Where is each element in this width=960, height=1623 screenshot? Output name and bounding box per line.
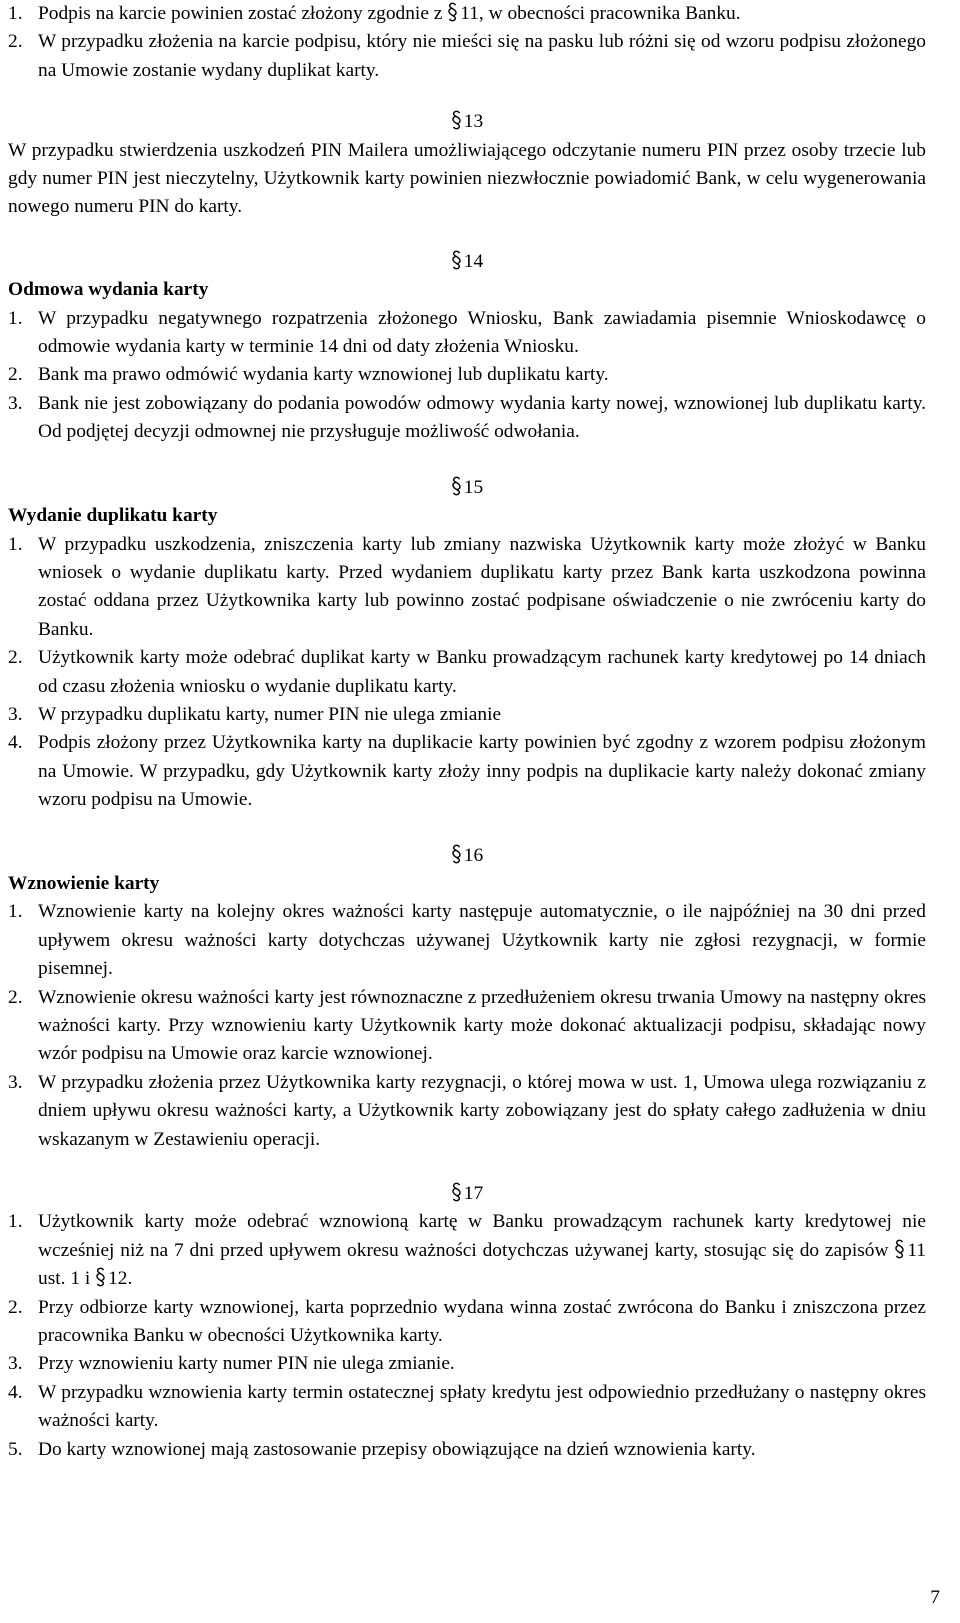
item-number: 3. (8, 1353, 23, 1375)
item-text: Wznowienie karty na kolejny okres ważności karty następuje automatycznie, o ile najpóźniej na 30 dni przed upływem okresu ważności karty dotychczas używanej Użytkownik karty nie zgłosi rezygnacji, w formie pisemnej. (38, 901, 926, 980)
item-text: Podpis złożony przez Użytkownika karty na duplikacie karty powinien być zgodny z wzorem podpisu złożonym na Umowie. W przypadku, gdy Użytkownik karty złoży inny podpis na duplikacie karty należy dokonać zmiany wzoru podpisu na Umowie. (38, 732, 926, 811)
list-item (8, 0, 926, 28)
item-text: Przy odbiorze karty wznowionej, karta poprzednio wydana winna zostać zwrócona do Banku i zniszczona przez pracownika Banku w obecności Użytkownika karty. (38, 1296, 926, 1347)
list-item (8, 644, 926, 701)
list-item (8, 305, 926, 362)
section-sign-icon (451, 110, 462, 130)
list-item (8, 28, 926, 85)
item-number: 2. (8, 647, 23, 669)
section-17-list (8, 1208, 926, 1464)
item-number: 4. (8, 1381, 23, 1403)
item-number: 1. (8, 3, 23, 24)
item-text: Bank ma prawo odmówić wydania karty wznowionej lub duplikatu karty. (38, 364, 609, 386)
section-13-paragraph: W przypadku stwierdzenia uszkodzeń PIN Mailera umożliwiającego odczytanie numeru PIN przez osoby trzecie lub gdy numer PIN jest nieczytelny, Użytkownik karty powinien niezwłocznie powiadomić Bank, w celu wygenerowania nowego numeru PIN do karty. (8, 139, 926, 218)
section-sign-icon (894, 1239, 905, 1259)
section-16-list (8, 898, 926, 1154)
section-marker-16: 16 (8, 842, 926, 870)
section-marker-13: 13 (8, 108, 926, 136)
section-sign-icon (451, 844, 462, 864)
item-text: , w obecności pracownika Banku. (478, 3, 741, 24)
item-text: W przypadku negatywnego rozpatrzenia złożonego Wniosku, Bank zawiadamia pisemnie Wnioskodawcę o odmowie wydania karty w terminie 14 dni od daty złożenia Wniosku. (38, 307, 926, 358)
section-sign-icon (451, 1182, 462, 1202)
section-title: Wznowienie karty (8, 872, 160, 894)
item-number: 2. (8, 1296, 23, 1318)
list-item (8, 1379, 926, 1436)
item-number: 1. (8, 901, 23, 923)
item-text: Bank nie jest zobowiązany do podania powodów odmowy wydania karty nowej, wznowionej lub duplikatu karty. Od podjętej decyzji odmownej nie przysługuje możliwość odwołania. (38, 392, 926, 443)
item-text: W przypadku uszkodzenia, zniszczenia karty lub zmiany nazwiska Użytkownik karty może złożyć w Banku wniosek o wydanie duplikatu karty. Przed wydaniem duplikatu karty przez Bank karta uszkodzona powinna zostać oddana przez Użytkownika karty lub powinno zostać podpisane oświadczenie o nie zwróceniu karty do Banku. (38, 533, 926, 640)
item-number: 3. (8, 1071, 23, 1093)
item-text: ust. 1 i (38, 1268, 96, 1290)
list-item (8, 701, 926, 729)
item-text: W przypadku złożenia na karcie podpisu, który nie mieści się na pasku lub różni się od wzoru podpisu złożonego na Umowie zostanie wydany duplikat karty. (38, 31, 926, 81)
section-title: Wydanie duplikatu karty (8, 505, 218, 527)
section-14-list (8, 305, 926, 447)
section-marker-15: 15 (8, 474, 926, 502)
item-text: Użytkownik karty może odebrać wznowioną kartę w Banku prowadzącym rachunek karty kredytowej nie wcześniej niż na 7 dni przed upływem okresu ważności dotychczas używanej karty, stosując się do zapisów (38, 1211, 926, 1261)
list-item (8, 984, 926, 1069)
list-item (8, 531, 926, 645)
item-text: . (127, 1268, 133, 1290)
list-item (8, 361, 926, 389)
top-list (8, 0, 926, 85)
list-item (8, 1069, 926, 1154)
list-item (8, 1350, 926, 1378)
section-sign-icon (447, 2, 458, 22)
section-sign-icon (451, 250, 462, 270)
list-item (8, 390, 926, 447)
item-number: 2. (8, 364, 23, 386)
item-number: 5. (8, 1438, 23, 1460)
section-ref: 11 (907, 1239, 926, 1261)
item-text: Do karty wznowionej mają zastosowanie przepisy obowiązujące na dzień wznowienia karty. (38, 1438, 756, 1460)
item-number: 3. (8, 392, 23, 414)
section-sign-icon (95, 1267, 106, 1287)
page-number: 7 (930, 1587, 940, 1608)
item-text: W przypadku wznowienia karty termin ostatecznej spłaty kredytu jest odpowiednio przedłużany o następny okres ważności karty. (38, 1381, 926, 1432)
section-marker-14: 14 (8, 248, 926, 276)
item-number: 2. (8, 986, 23, 1008)
list-item (8, 1294, 926, 1351)
item-number: 1. (8, 1211, 23, 1233)
section-15-list (8, 531, 926, 815)
list-item (8, 1436, 926, 1464)
item-text: Podpis na karcie powinien zostać złożony zgodnie z (38, 3, 448, 24)
document-page (8, 0, 926, 1464)
section-ref: 11 (460, 3, 479, 24)
item-number: 2. (8, 31, 23, 53)
item-number: 3. (8, 703, 23, 725)
section-marker-17: 17 (8, 1180, 926, 1208)
item-text: Wznowienie okresu ważności karty jest równoznaczne z przedłużeniem okresu trwania Umowy na następny okres ważności karty. Przy wznowieniu karty Użytkownik karty może dokonać aktualizacji podpisu, składając nowy wzór podpisu na Umowie oraz karcie wznowionej. (38, 986, 926, 1065)
item-number: 1. (8, 533, 23, 555)
item-text: Użytkownik karty może odebrać duplikat karty w Banku prowadzącym rachunek karty kredytowej po 14 dniach od czasu złożenia wniosku o wydanie duplikatu karty. (38, 647, 926, 697)
item-number: 1. (8, 307, 23, 329)
list-item (8, 729, 926, 814)
item-text: W przypadku złożenia przez Użytkownika karty rezygnacji, o której mowa w ust. 1, Umowa ulega rozwiązaniu z dniem upływu okresu ważności karty, a Użytkownik karty zobowiązany jest do spłaty całego zadłużenia w dniu wskazanym w Zestawieniu operacji. (38, 1071, 926, 1150)
list-item (8, 898, 926, 983)
section-ref: 12 (108, 1268, 128, 1290)
section-sign-icon (451, 476, 462, 496)
item-text: W przypadku duplikatu karty, numer PIN nie ulega zmianie (38, 703, 502, 725)
item-text: Przy wznowieniu karty numer PIN nie ulega zmianie. (38, 1353, 455, 1375)
section-title: Odmowa wydania karty (8, 279, 209, 301)
item-number: 4. (8, 732, 23, 754)
list-item (8, 1208, 926, 1293)
